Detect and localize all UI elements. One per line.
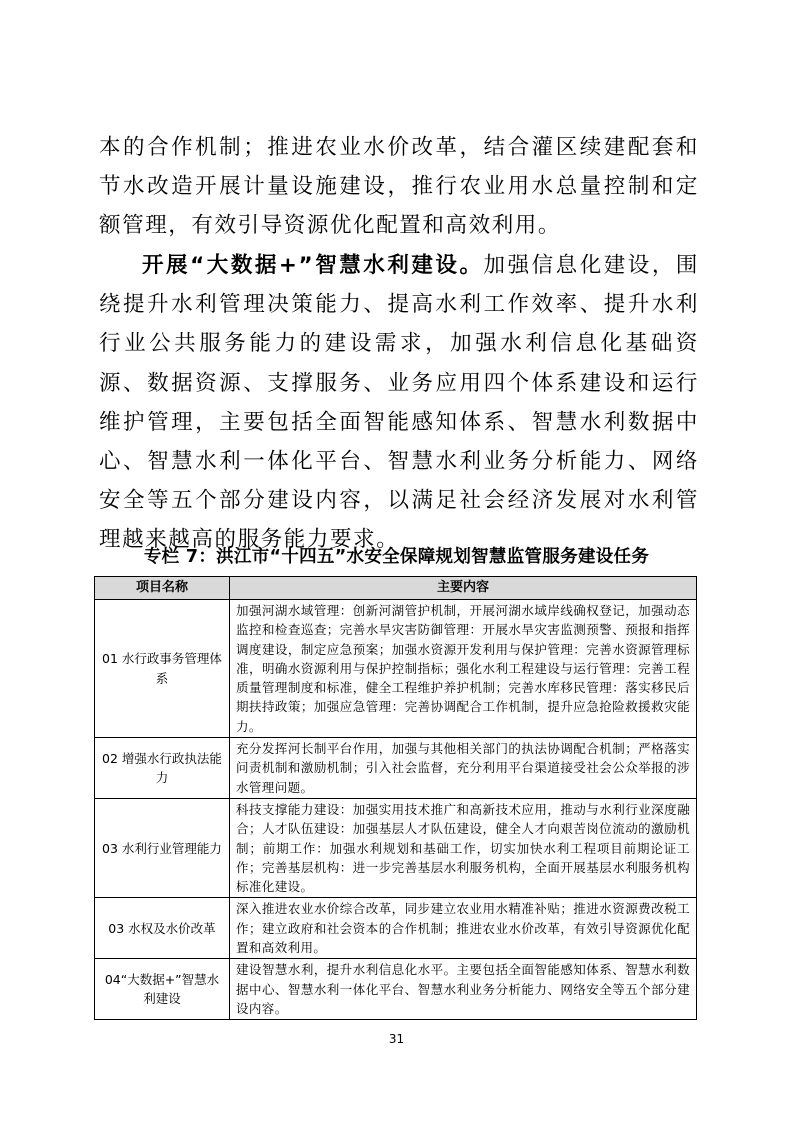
project-name-cell: 03 水权及水价改革 (95, 898, 230, 959)
body-paragraph: 本的合作机制；推进农业水价改革，结合灌区续建配套和节水改造开展计量设施建设，推行农业用水总量控制和定额管理，有效引导资源优化配置和高效利用。 (99, 135, 699, 239)
table-row (95, 738, 697, 799)
table-row (95, 798, 697, 897)
column-header-project-name: 项目名称 (95, 577, 230, 600)
page-number: 31 (388, 1032, 405, 1046)
column-header-main-content: 主要内容 (230, 577, 697, 600)
project-name-cell: 03 水利行业管理能力 (95, 798, 230, 897)
table-row (95, 600, 697, 738)
project-name-cell: 01 水行政事务管理体系 (95, 600, 230, 738)
paragraph-text: 加强信息化建设，围绕提升水利管理决策能力、提高水利工作效率、提升水利行业公共服务能力的建设需求，加强水利信息化基础资源、数据资源、支撑服务、业务应用四个体系建设和运行维护管理，主要包括全面智能感知体系、智慧水利数据中心、智慧水利一体化平台、智慧水利业务分析能力、网络安全等五个部分建设内容，以满足社会经济发展对水利管理越来越高的服务能力要求。 (99, 253, 700, 553)
project-content-cell: 加强河湖水域管理：创新河湖管护机制，开展河湖水域岸线确权登记，加强动态监控和检查巡查；完善水旱灾害防御管理：开展水旱灾害监测预警、预报和指挥调度建设，制定应急预案；加强水资源开发利用与保护管理：完善水资源管理标准，明确水资源利用与保护控制指标；强化水利工程建设与运行管理：完善工程质量管理制度和标准，健全工程维护养护机制；完善水库移民管理：落实移民后期扶持政策；加强应急管理：完善协调配合工作机制，提升应急抢险救援救灾能力。 (230, 600, 697, 738)
project-name-cell: 04“大数据+”智慧水利建设 (95, 959, 230, 1020)
table-row (95, 959, 697, 1020)
project-content-cell: 科技支撑能力建设：加强实用技术推广和高新技术应用，推动与水利行业深度融合；人才队伍建设：加强基层人才队伍建设，健全人才向艰苦岗位流动的激励机制；前期工作：加强水利规划和基础工作，切实加快水利工程项目前期论证工作；完善基层机构：进一步完善基层水利服务机构，全面开展基层水利服务机构标准化建设。 (230, 798, 697, 897)
table-caption: 专栏 7：洪江市“十四五”水安全保障规划智慧监管服务建设任务 (143, 547, 650, 567)
table-row (95, 898, 697, 959)
project-content-cell: 深入推进农业水价综合改革，同步建立农业用水精准补贴；推进水资源费改税工作；建立政府和社会资本的合作机制；推进农业水价改革，有效引导资源优化配置和高效利用。 (230, 898, 697, 959)
project-content-cell: 建设智慧水利，提升水利信息化水平。主要包括全面智能感知体系、智慧水利数据中心、智慧水利一体化平台、智慧水利业务分析能力、网络安全等五个部分建设内容。 (230, 959, 697, 1020)
project-name-cell: 02 增强水行政执法能力 (95, 738, 230, 799)
body-paragraph (99, 246, 699, 560)
project-content-cell: 充分发挥河长制平台作用，加强与其他相关部门的执法协调配合机制；严格落实问责机制和激励机制；引入社会监督，充分利用平台渠道接受社会公众举报的涉水管理问题。 (230, 738, 697, 799)
table-header-row (95, 577, 697, 600)
task-table (94, 576, 697, 1020)
paragraph-heading: 开展“大数据+”智慧水利建设。 (142, 253, 484, 278)
